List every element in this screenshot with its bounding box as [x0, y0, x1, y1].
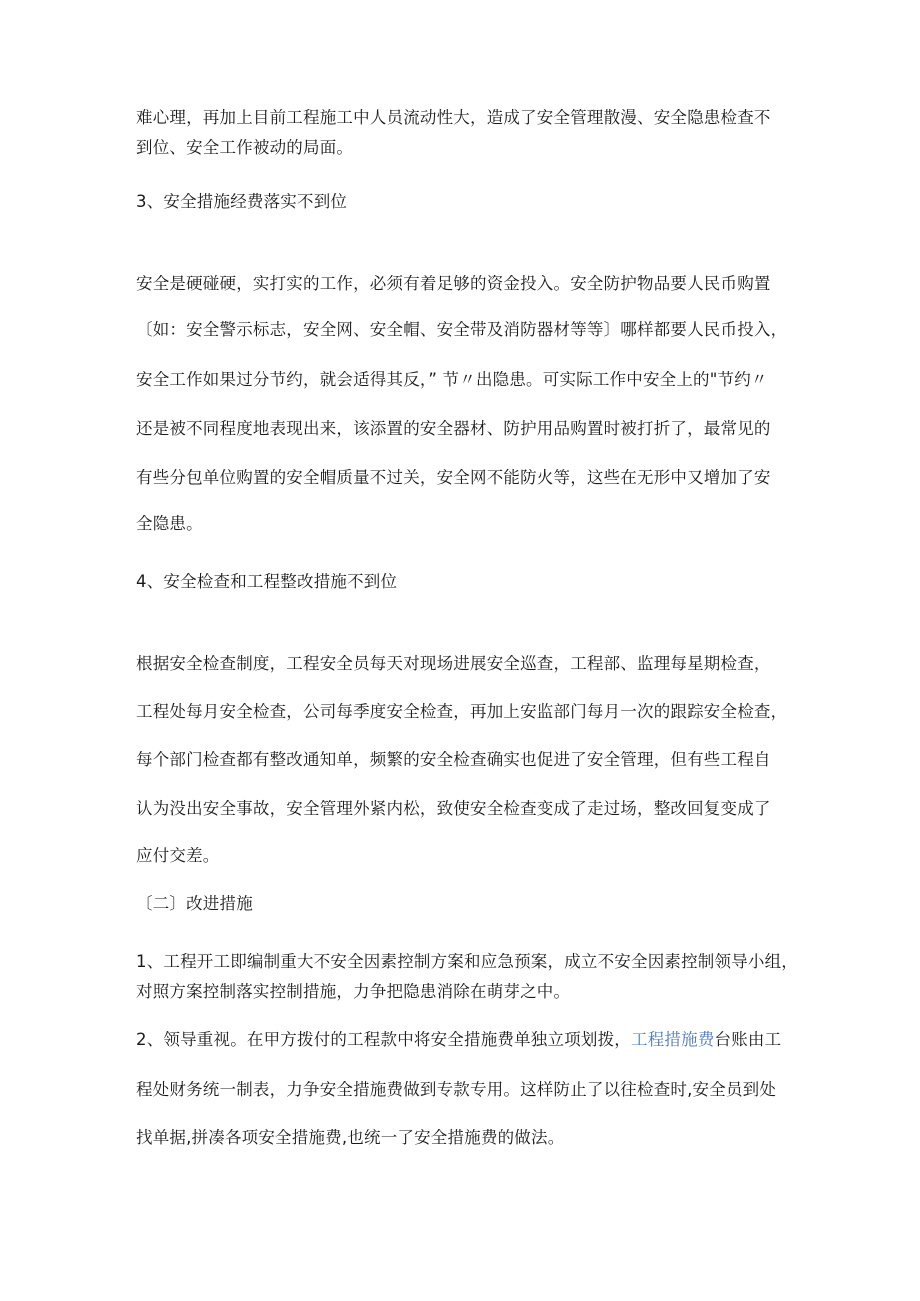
body-text-line: 安全是硬碰硬，实打实的工作，必须有着足够的资金投入。安全防护物品要人民币购置: [136, 274, 771, 293]
body-text-line: 认为没出安全事故，安全管理外紧内松，致使安全检查变成了走过场，整改回复变成了: [136, 799, 771, 818]
body-text-line: 找单据,拼凑各项安全措施费,也统一了安全措施费的做法。: [136, 1128, 565, 1147]
body-text-line: [136, 1028, 781, 1052]
body-text-line: 1、工程开工即编制重大不安全因素控制方案和应急预案，成立不安全因素控制领导小组，: [136, 952, 798, 971]
body-text-line: 根据安全检查制度，工程安全员每天对现场进展安全巡查，工程部、监理每星期检查，: [136, 654, 771, 673]
section-heading-4: 4、安全检查和工程整改措施不到位: [136, 572, 398, 591]
body-text-line: 难心理，再加上目前工程施工中人员流动性大，造成了安全管理散漫、安全隐患检查不: [136, 108, 771, 127]
body-text-line: 〔如：安全警示标志，安全网、安全帽、安全带及消防器材等等〕哪样都要人民币投入，: [136, 320, 788, 339]
body-text-line: 工程处每月安全检查，公司每季度安全检查，再加上安监部门每月一次的跟踪安全检查，: [136, 702, 788, 721]
para2-text: 2、领导重视。在甲方拨付的工程款中将安全措施费单独立项划拨，: [136, 1030, 631, 1049]
body-text-line: 到位、安全工作被动的局面。: [136, 138, 354, 157]
body-text-line: 每个部门检查都有整改通知单，频繁的安全检查确实也促进了安全管理，但有些工程自: [136, 750, 771, 769]
body-text-line: 应付交差。: [136, 846, 220, 865]
engineering-measure-fee-link[interactable]: 工程措施费: [631, 1030, 715, 1049]
body-text-line: 程处财务统一制表，力争安全措施费做到专款专用。这样防止了以往检查时,安全员到处: [136, 1080, 777, 1099]
body-text-line: 还是被不同程度地表现出来，该添置的安全器材、防护用品购置时被打折了，最常见的: [136, 419, 771, 438]
section-heading-3: 3、安全措施经费落实不到位: [136, 192, 348, 211]
body-text-line: 全隐患。: [136, 514, 203, 533]
body-text-line: 安全工作如果过分节约，就会适得其反，” 节〃出隐患。可实际工作中安全上的"节约〃: [136, 370, 768, 389]
body-text-line: 有些分包单位购置的安全帽质量不过关，安全网不能防火等，这些在无形中又增加了安: [136, 468, 771, 487]
subsection-heading: 〔二〕改进措施: [136, 894, 253, 913]
body-text-line: 对照方案控制落实控制措施，力争把隐患消除在萌芽之中。: [136, 982, 571, 1001]
para2-text: 台账由工: [714, 1030, 782, 1049]
